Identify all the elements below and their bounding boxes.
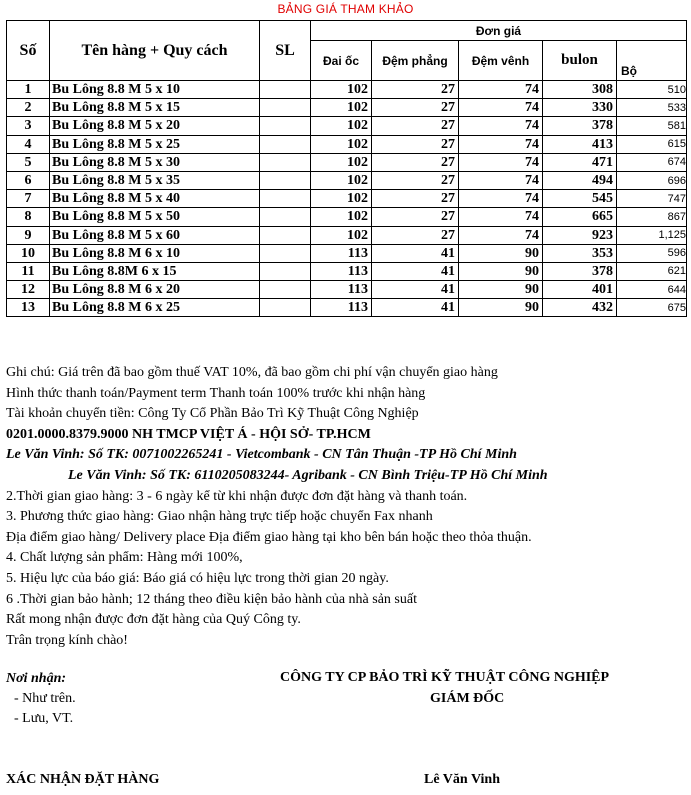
note-validity: 5. Hiệu lực của báo giá: Báo giá có hiệu lực trong thời gian 20 ngày. [6,570,389,586]
row-number: 13 [7,299,50,317]
note-quality: 4. Chất lượng sản phẩm: Hàng mới 100%, [6,550,243,566]
quantity [260,135,311,153]
price-set: 644 [617,281,687,299]
price-bolt: 330 [543,99,617,117]
product-name: Bu Lông 8.8 M 6 x 20 [50,281,260,299]
header-dem-phang: Đệm phẳng [372,41,459,81]
price-bolt: 923 [543,226,617,244]
table-row [7,190,687,208]
price-nut: 102 [311,171,372,189]
price-nut: 102 [311,135,372,153]
price-spring-washer: 74 [459,190,543,208]
company-name: CÔNG TY CP BẢO TRÌ KỸ THUẬT CÔNG NGHIỆP [280,670,610,685]
recipient-archive: - Lưu, VT. [14,711,74,726]
note-payment-term: Hình thức thanh toán/Payment term Thanh toán 100% trước khi nhận hàng [6,385,426,401]
header-ten-hang: Tên hàng + Quy cách [50,21,260,81]
product-name: Bu Lông 8.8 M 5 x 40 [50,190,260,208]
quantity [260,226,311,244]
row-number: 9 [7,226,50,244]
price-flat-washer: 27 [372,171,459,189]
recipients-label: Nơi nhận: [6,671,67,686]
note-delivery-time: 2.Thời gian giao hàng: 3 - 6 ngày kể từ khi nhận được đơn đặt hàng và thanh toán. [6,488,468,504]
price-flat-washer: 27 [372,208,459,226]
header-dem-venh: Đệm vênh [459,41,543,81]
price-bolt: 471 [543,153,617,171]
price-set: 867 [617,208,687,226]
document-title: BẢNG GIÁ THAM KHẢO [277,2,414,16]
price-spring-washer: 74 [459,99,543,117]
price-nut: 102 [311,208,372,226]
quantity [260,208,311,226]
price-nut: 113 [311,281,372,299]
table-row [7,299,687,317]
order-confirmation-label: XÁC NHẬN ĐẶT HÀNG [6,772,160,787]
price-flat-washer: 41 [372,299,459,317]
note-delivery-place: Địa điểm giao hàng/ Delivery place Địa điểm giao hàng tại kho bên bán hoặc theo thỏa thuận. [6,529,532,545]
quantity [260,299,311,317]
price-flat-washer: 27 [372,226,459,244]
table-row [7,171,687,189]
price-spring-washer: 90 [459,244,543,262]
note-bank-account: Tài khoản chuyển tiền: Công Ty Cổ Phần Bảo Trì Kỹ Thuật Công Nghiệp [6,406,419,422]
table-row [7,135,687,153]
price-bolt: 413 [543,135,617,153]
price-spring-washer: 74 [459,208,543,226]
header-dai-oc: Đai ốc [311,41,372,81]
note-greeting: Trân trọng kính chào! [6,632,128,648]
recipient-as-above: - Như trên. [14,691,76,706]
row-number: 4 [7,135,50,153]
price-spring-washer: 74 [459,81,543,99]
row-number: 2 [7,99,50,117]
table-row [7,117,687,135]
row-number: 7 [7,190,50,208]
price-set: 596 [617,244,687,262]
price-bolt: 432 [543,299,617,317]
price-bolt: 378 [543,262,617,280]
price-flat-washer: 27 [372,135,459,153]
price-bolt: 378 [543,117,617,135]
row-number: 3 [7,117,50,135]
product-name: Bu Lông 8.8M 6 x 15 [50,262,260,280]
price-set: 1,125 [617,226,687,244]
price-spring-washer: 74 [459,153,543,171]
row-number: 11 [7,262,50,280]
price-table-body [7,81,687,317]
product-name: Bu Lông 8.8 M 5 x 35 [50,171,260,189]
quantity [260,153,311,171]
price-spring-washer: 74 [459,117,543,135]
price-nut: 102 [311,190,372,208]
price-set: 510 [617,81,687,99]
price-flat-washer: 41 [372,281,459,299]
quantity [260,117,311,135]
price-flat-washer: 27 [372,81,459,99]
price-flat-washer: 27 [372,153,459,171]
quantity [260,190,311,208]
price-bolt: 401 [543,281,617,299]
price-flat-washer: 27 [372,190,459,208]
table-row [7,99,687,117]
price-bolt: 545 [543,190,617,208]
quantity [260,81,311,99]
notes-section [6,363,686,651]
note-vat: Ghi chú: Giá trên đã bao gồm thuế VAT 10%, đã bao gồm chi phí vận chuyển giao hàng [6,365,498,380]
price-spring-washer: 74 [459,226,543,244]
price-bolt: 353 [543,244,617,262]
director-title: GIÁM ĐỐC [430,691,505,706]
quantity [260,244,311,262]
note-warranty: 6 .Thời gian bảo hành; 12 tháng theo điều kiện bảo hành của nhà sản suất [6,591,417,607]
price-set: 674 [617,153,687,171]
row-number: 5 [7,153,50,171]
quantity [260,171,311,189]
price-set: 696 [617,171,687,189]
price-spring-washer: 90 [459,299,543,317]
table-row [7,262,687,280]
product-name: Bu Lông 8.8 M 5 x 60 [50,226,260,244]
price-flat-washer: 27 [372,99,459,117]
product-name: Bu Lông 8.8 M 5 x 30 [50,153,260,171]
row-number: 12 [7,281,50,299]
table-row [7,281,687,299]
quantity [260,262,311,280]
price-spring-washer: 74 [459,135,543,153]
price-set: 747 [617,190,687,208]
row-number: 10 [7,244,50,262]
price-set: 675 [617,299,687,317]
price-table [6,20,687,317]
price-flat-washer: 41 [372,244,459,262]
price-nut: 102 [311,153,372,171]
price-set: 581 [617,117,687,135]
signer-name: Lê Văn Vinh [424,772,500,787]
price-nut: 113 [311,244,372,262]
bank-account-3: Le Văn Vinh: Số TK: 6110205083244- Agribank - CN Bình Triệu-TP Hồ Chí Minh [68,467,548,483]
price-spring-washer: 74 [459,171,543,189]
price-flat-washer: 27 [372,117,459,135]
row-number: 8 [7,208,50,226]
price-set: 621 [617,262,687,280]
price-nut: 113 [311,262,372,280]
price-set: 615 [617,135,687,153]
note-closing: Rất mong nhận được đơn đặt hàng của Quý Công ty. [6,612,301,628]
price-nut: 102 [311,226,372,244]
price-set: 533 [617,99,687,117]
table-row [7,244,687,262]
product-name: Bu Lông 8.8 M 5 x 20 [50,117,260,135]
header-bulon: bulon [543,41,617,81]
price-nut: 102 [311,117,372,135]
header-sl: SL [260,21,311,81]
bank-account-1: 0201.0000.8379.9000 NH TMCP VIỆT Á - HỘI SỞ- TP.HCM [6,426,371,442]
product-name: Bu Lông 8.8 M 5 x 25 [50,135,260,153]
header-so: Số [7,21,50,81]
product-name: Bu Lông 8.8 M 5 x 15 [50,99,260,117]
note-delivery-method: 3. Phương thức giao hàng: Giao nhận hàng trực tiếp hoặc chuyển Fax nhanh [6,509,433,525]
price-bolt: 308 [543,81,617,99]
bank-account-2: Le Văn Vinh: Số TK: 0071002265241 - Vietcombank - CN Tân Thuận -TP Hồ Chí Minh [6,447,517,463]
product-name: Bu Lông 8.8 M 5 x 50 [50,208,260,226]
row-number: 1 [7,81,50,99]
price-spring-washer: 90 [459,262,543,280]
quantity [260,281,311,299]
table-row [7,226,687,244]
header-bo: Bộ [617,41,687,81]
price-bolt: 494 [543,171,617,189]
product-name: Bu Lông 8.8 M 5 x 10 [50,81,260,99]
header-don-gia: Đơn giá [311,21,687,41]
price-flat-washer: 41 [372,262,459,280]
product-name: Bu Lông 8.8 M 6 x 10 [50,244,260,262]
row-number: 6 [7,171,50,189]
quantity [260,99,311,117]
price-bolt: 665 [543,208,617,226]
table-row [7,153,687,171]
price-nut: 102 [311,99,372,117]
table-row [7,208,687,226]
price-spring-washer: 90 [459,281,543,299]
table-row [7,81,687,99]
product-name: Bu Lông 8.8 M 6 x 25 [50,299,260,317]
price-nut: 102 [311,81,372,99]
price-nut: 113 [311,299,372,317]
